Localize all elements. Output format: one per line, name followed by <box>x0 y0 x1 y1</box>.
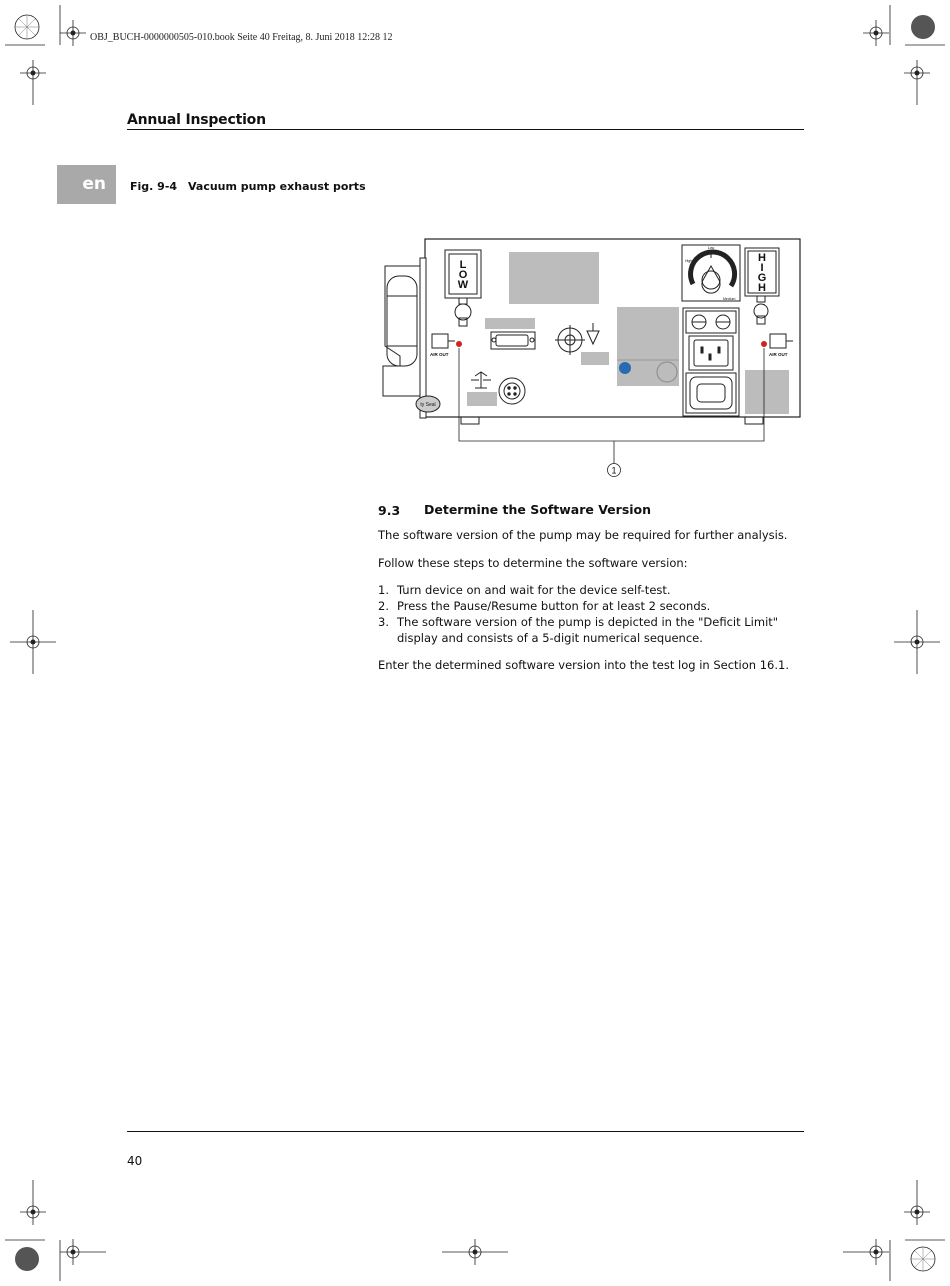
air-out-right-label: AIR OUT <box>769 352 788 357</box>
section-heading: Determine the Software Version <box>424 502 652 517</box>
step-text: Press the Pause/Resume button for at least 2 seconds. <box>397 599 711 613</box>
print-header: OBJ_BUCH-0000000505-010.book Seite 40 Freitag, 8. Juni 2018 12:28 12 <box>90 32 393 43</box>
section-number: 9.3 <box>378 503 401 518</box>
section-title: Annual Inspection <box>127 112 266 128</box>
step-number: 3. <box>378 615 389 629</box>
air-out-left-indicator <box>456 341 462 347</box>
knob-low-label: Low <box>707 246 715 250</box>
list-item <box>378 598 808 614</box>
page-number: 40 <box>127 1154 143 1168</box>
knob-medium-label: Medium <box>723 297 736 301</box>
pump-diagram <box>375 236 805 481</box>
knob-high-label: High <box>685 259 693 263</box>
steps-intro-paragraph: Follow these steps to determine the software version: <box>378 556 688 570</box>
figure-title: Vacuum pump exhaust ports <box>188 180 366 193</box>
low-letter-2: O <box>458 269 468 281</box>
steps-list <box>378 582 808 646</box>
info-panel <box>617 307 679 386</box>
air-out-right-indicator <box>761 341 767 347</box>
rating-plate <box>509 252 599 304</box>
step-number: 2. <box>378 599 389 613</box>
intro-paragraph: The software version of the pump may be required for further analysis. <box>378 528 788 542</box>
figure-number: Fig. 9-4 <box>130 180 178 193</box>
low-letter-3: W <box>457 279 469 291</box>
list-item <box>378 614 808 646</box>
step-text: Turn device on and wait for the device self-test. <box>397 583 671 597</box>
callout-number: 1 <box>611 465 617 476</box>
step-number: 1. <box>378 583 389 597</box>
language-tab: en <box>57 165 116 204</box>
low-letter-1: L <box>459 259 467 271</box>
high-letter-2: I <box>760 262 764 274</box>
air-out-left-label: AIR OUT <box>430 352 449 357</box>
high-letter-4: H <box>758 282 766 294</box>
list-item <box>378 582 808 598</box>
seal-label: ty Seal <box>420 402 436 408</box>
high-letter-1: H <box>758 252 766 264</box>
step-text: The software version of the pump is depicted in the "Deficit Limit" display and consists of a 5-digit numerical sequence. <box>397 615 779 645</box>
footer-rule <box>127 1131 804 1132</box>
high-letter-3: G <box>757 272 767 284</box>
title-rule <box>127 129 804 130</box>
closing-paragraph: Enter the determined software version into the test log in Section 16.1. <box>378 658 789 672</box>
